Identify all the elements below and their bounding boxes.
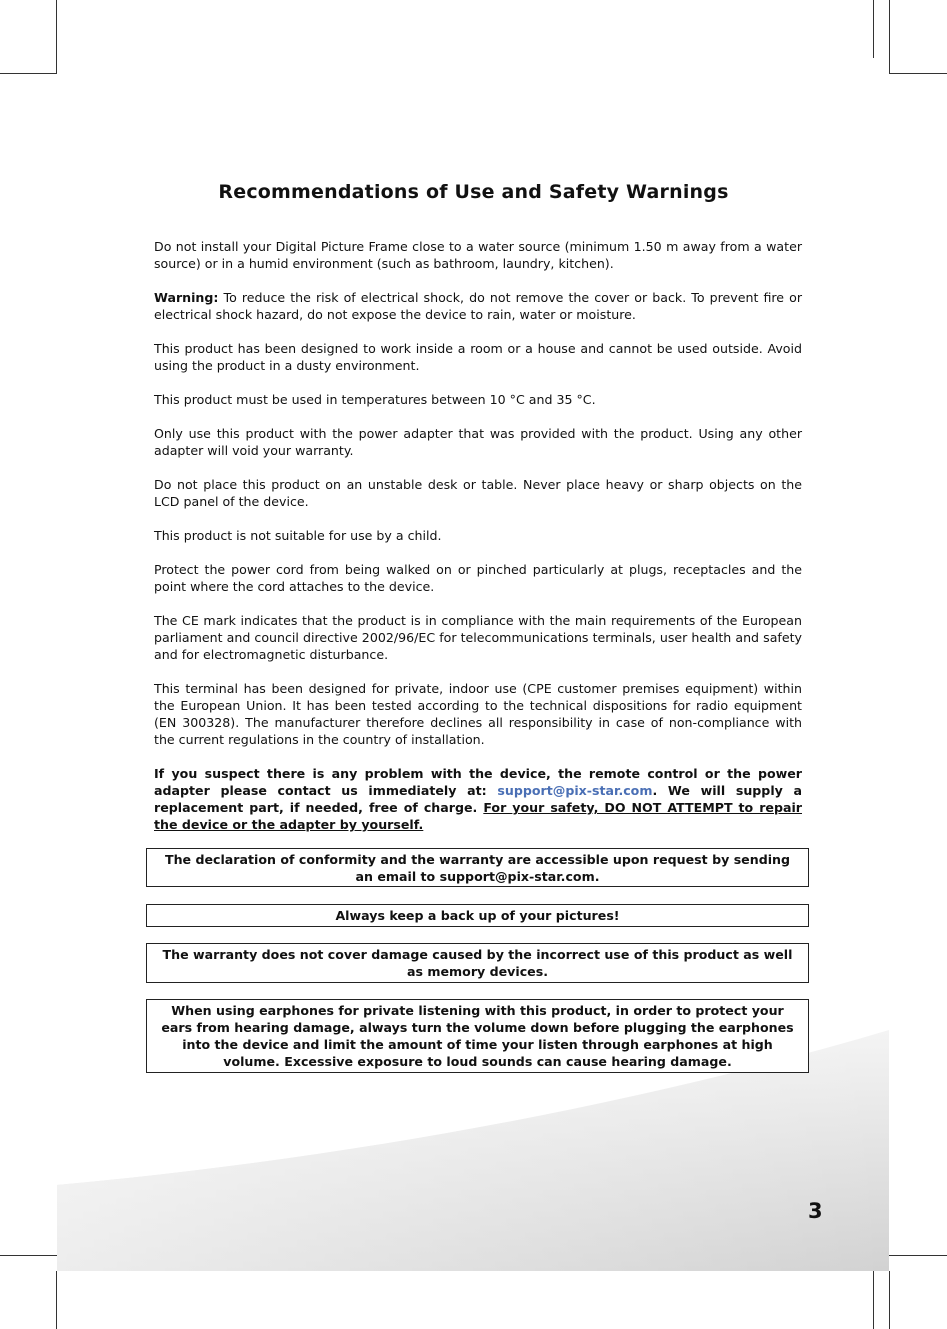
backup-notice-text: Always keep a back up of your pictures! [335,908,620,923]
backup-notice-box [146,904,809,927]
document-body [154,238,802,850]
contact-text-1: If you suspect there is any problem with the device, the remote control or the power adapter please contact us immediately at: [154,766,802,798]
contact-safety-notice: For your safety, DO NOT ATTEMPT to repair the device or the adapter by yourself. [154,800,802,832]
paragraph-temperature: This product must be used in temperatures between 10 °C and 35 °C. [154,392,596,407]
paragraph-adapter: Only use this product with the power adapter that was provided with the product. Using any other adapter will void your warranty. [154,426,802,458]
support-email-link[interactable]: support@pix-star.com [497,783,653,798]
earphones-notice-box [146,999,809,1073]
conformity-notice-box [146,848,809,887]
contact-text-2: . We will supply a replacement part, if needed, free of charge. [154,783,803,815]
earphones-notice-text: When using earphones for private listening with this product, in order to protect your ears from hearing damage, always turn the volume down before plugging the earphones into the device and limit the amount of time your listen through earphones at high volume. Excessive exposure to loud sounds can cause hearing damage. [161,1003,794,1069]
paragraph-contact [154,765,802,833]
warning-label: Warning: [154,290,219,305]
page-number: 3 [808,1199,823,1223]
paragraph-indoor: This product has been designed to work inside a room or a house and cannot be used outside. Avoid using the product in a dusty environment. [154,341,802,373]
paragraph-terminal: This terminal has been designed for private, indoor use (CPE customer premises equipment) within the European Union. It has been tested according to the technical dispositions for radio equipment (EN 300328). The manufacturer therefore declines all responsibility in case of non-compliance with the current regulations in the country of installation. [154,681,802,747]
warranty-notice-text: The warranty does not cover damage caused by the incorrect use of this product as well as memory devices. [162,947,793,979]
conformity-notice-text: The declaration of conformity and the warranty are accessible upon request by sending an email to support@pix-star.com. [164,851,791,884]
paragraph-ce-mark: The CE mark indicates that the product is in compliance with the main requirements of the European parliament and council directive 2002/96/EC for telecommunications terminals, user health and safety and for electromagnetic disturbance. [154,613,802,662]
page-title: Recommendations of Use and Safety Warnings [218,181,729,203]
paragraph-power-cord: Protect the power cord from being walked on or pinched particularly at plugs, receptacles and the point where the cord attaches to the device. [154,562,802,594]
paragraph-child: This product is not suitable for use by a child. [154,528,442,543]
paragraph-warning [154,289,802,323]
paragraph-placement: Do not place this product on an unstable desk or table. Never place heavy or sharp objects on the LCD panel of the device. [154,477,802,509]
warranty-notice-box [146,943,809,983]
warning-text: To reduce the risk of electrical shock, do not remove the cover or back. To prevent fire or electrical shock hazard, do not expose the device to rain, water or moisture. [154,290,802,322]
paragraph-water: Do not install your Digital Picture Frame close to a water source (minimum 1.50 m away from a water source) or in a humid environment (such as bathroom, laundry, kitchen). [154,239,802,271]
